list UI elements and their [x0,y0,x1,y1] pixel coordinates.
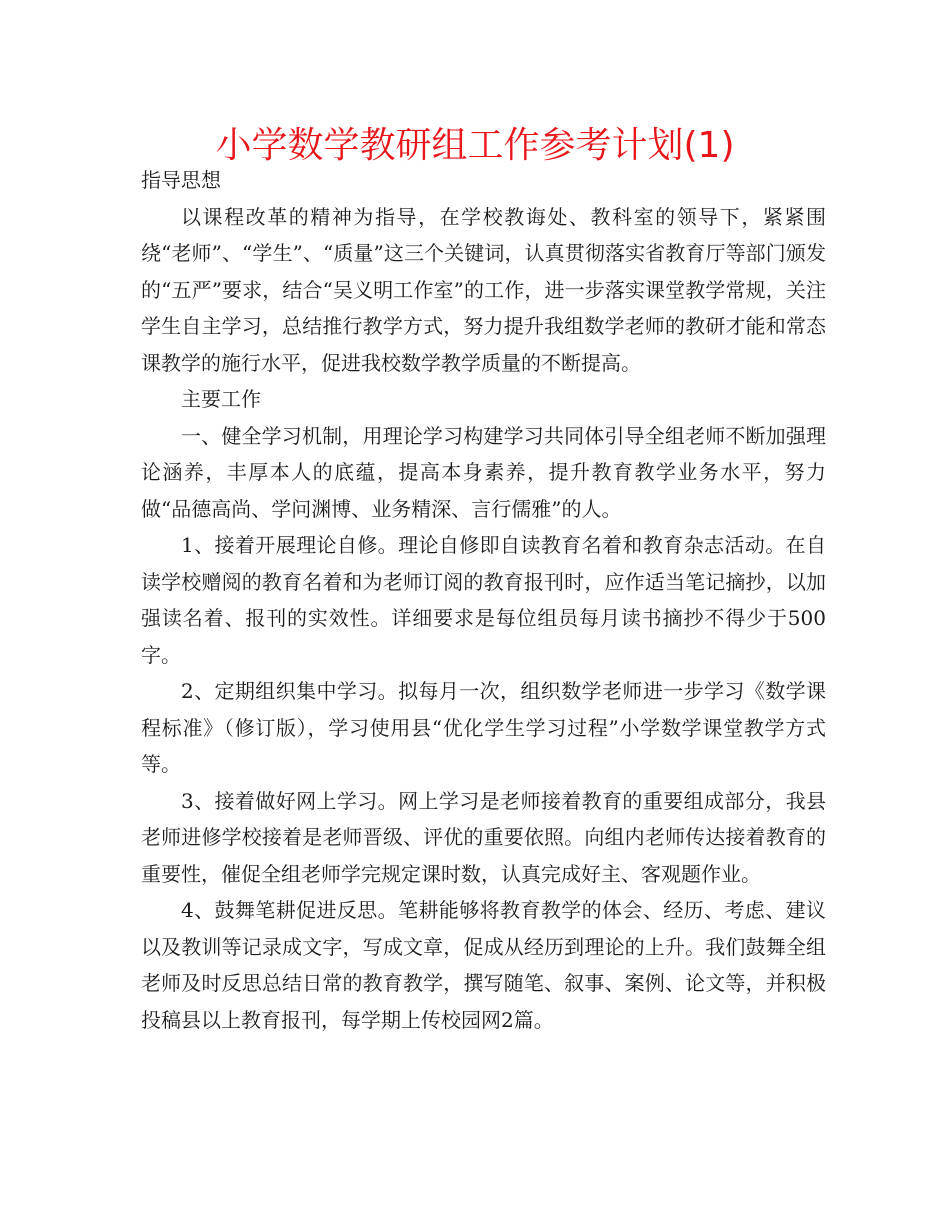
paragraph-item-1-self-study: 1、接着开展理论自修。理论自修即自读教育名着和教育杂志活动。在自读学校赠阅的教育名着和为老师订阅的教育报刊时，应作适当笔记摘抄，以加强读名着、报刊的实效性。详细要求是每位组员每月读书摘抄不得少于500字。 [141,533,826,667]
paragraph-guiding-ideology: 以课程改革的精神为指导，在学校教诲处、教科室的领导下，紧紧围绕“老师”、“学生”、“质量”这三个关键词，认真贯彻落实省教育厅等部门颁发的“五严”要求，结合“吴义明工作室”的工作，进一步落实课堂教学常规，关注学生自主学习，总结推行教学方式，努力提升我组数学老师的教研才能和常态课教学的施行水平，促进我校数学教学质量的不断提高。 [141,204,826,375]
paragraph-item-3-online-study: 3、接着做好网上学习。网上学习是老师接着教育的重要组成部分，我县老师进修学校接着是老师晋级、评优的重要依照。向组内老师传达接着教育的重要性，催促全组老师学完规定课时数，认真完成好主、客观题作业。 [141,788,826,886]
paragraph-item-2-group-study: 2、定期组织集中学习。拟每月一次，组织数学老师进一步学习《数学课程标准》（修订版），学习使用县“优化学生学习过程”小学数学课堂教学方式等。 [141,679,826,776]
section-heading-guiding-ideology: 指导思想 [141,168,221,192]
document-title: 小学数学教研组工作参考计划(1) [215,125,735,166]
document-body [141,162,826,1038]
paragraph-item-4-writing-reflection: 4、鼓舞笔耕促进反思。笔耕能够将教育教学的体会、经历、考虑、建议以及教训等记录成文字，写成文章，促成从经历到理论的上升。我们鼓舞全组老师及时反思总结日常的教育教学，撰写随笔、叙事、案例、论文等，并积极投稿县以上教育报刊，每学期上传校园网2篇。 [141,898,826,1032]
paragraph-learning-mechanism: 一、健全学习机制，用理论学习构建学习共同体引导全组老师不断加强理论涵养，丰厚本人的底蕴，提高本身素养，提升教育教学业务水平，努力做“品德高尚、学问渊博、业务精深、言行儒雅”的人。 [141,423,826,521]
section-heading-main-work: 主要工作 [181,387,261,411]
